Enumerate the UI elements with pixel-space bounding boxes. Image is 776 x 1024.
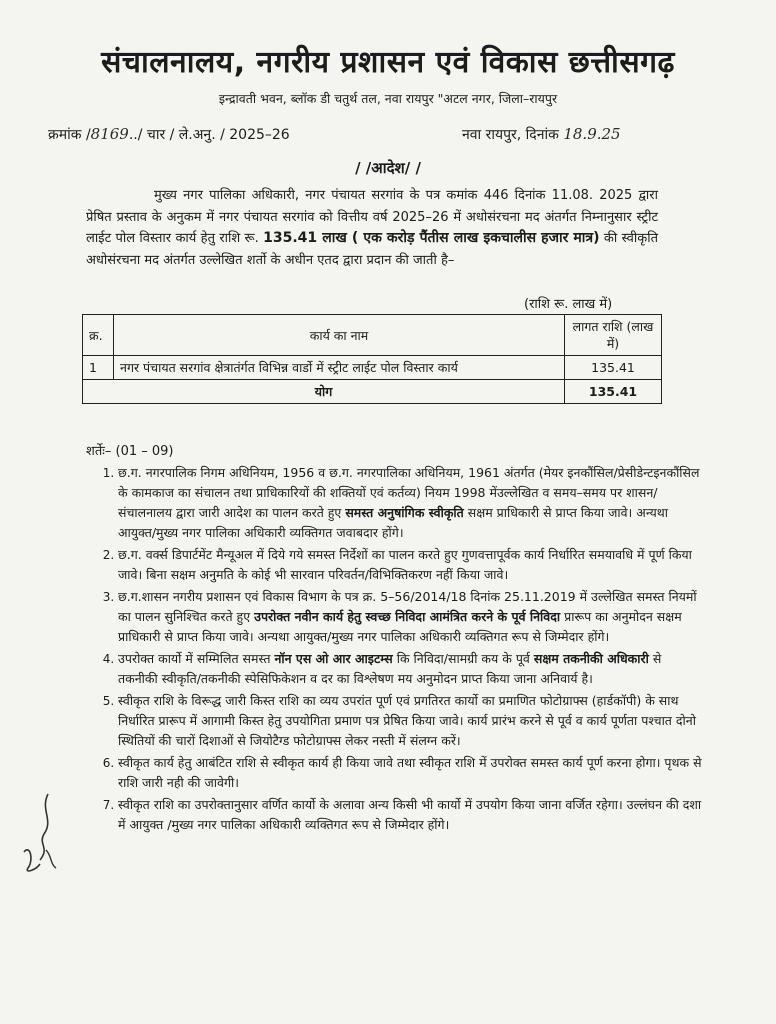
condition-3 [118,587,702,647]
condition-1-text-b: सक्षम प्राधिकारी से प्राप्त किया जावे। अन्यथा आयुक्त/मुख्य नगर पालिका अधिकारी व्यक्तिगत जवाबदार होंगे। [118,505,668,540]
work-table [82,314,662,404]
condition-4-text-b: कि निविदा/सामग्री कय के पूर्व [396,651,530,666]
condition-3-bold: उपरोक्त नवीन कार्य हेतु स्वच्छ निविदा आमंत्रित करने के पूर्व निविदा [254,609,561,624]
reference-suffix: ../ चार / ले.अनु. / 2025–26 [128,127,290,143]
condition-4-bold-1: नॉन एस ओ आर आइटम्स [274,651,393,666]
date-label: नवा रायपुर, दिनांक [462,127,559,143]
handwritten-signature [10,790,70,880]
condition-2: 2. छ.ग. वर्क्स डिपार्टमेंट मैन्यूअल में दिये गये समस्त निर्देशों का पालन करते हुए गुणवत्तापूर्वक कार्य निर्धारित समयावधि में पूर्ण किया जावे। बिना सक्षम अनुमति के कोई भी सारवान परिवर्तन/विभिक्तिकरण नहीं किया जावे। [118,545,702,585]
condition-4-bold-2: सक्षम तकनीकी अधिकारी [533,651,649,666]
total-value: 135.41 [565,380,662,404]
date-handwritten: 18.9.25 [563,125,621,143]
condition-1-bold: समस्त अनुषांगिक स्वीकृति [345,505,464,520]
order-date [462,125,621,144]
condition-3-text-b: प्रारूप का अनुमोदन सक्षम प्राधिकारी से प्राप्त किया जावे। अन्यथा आयुक्त/मुख्य नगर पालिका अधिकारी व्यक्तिगत रूप से जिम्मेदार होंगे। [118,609,682,644]
condition-6: 6. स्वीकृत कार्य हेतु आबंटित राशि से स्वीकृत कार्य ही किया जावे तथा स्वीकृत राशि में उपरोक्त समस्त कार्य पूर्ण करना होगा। पृथक से राशि जारी नही की जावेगी। [118,753,702,793]
conditions-list [82,463,702,837]
header-cost: लागत राशि (लाख में) [565,315,662,356]
table-header-row [83,315,662,356]
condition-4-text-a: उपरोक्त कार्यो में सम्मिलित समस्त [118,651,271,666]
condition-1-text-a: छ.ग. नगरपालिक निगम अधिनियम, 1956 व छ.ग. नगरपालिका अधिनियम, 1961 अंतर्गत (मेयर इनकौंसिल/प्रेसीडेन्टइनकौंसिल के कामकाज का संचालन तथा प्राधिकारियों की शक्तियों एवं कर्तव्य) नियम 1998 मेंउल्लेखित व समय–समय पर शासन/संचालनालय द्वारा जारी आदेश का पालन करते हुए [118,465,700,520]
amount-unit-note: (राशि रू. लाख में) [524,297,613,312]
reference-prefix: क्रमांक / [48,127,91,143]
condition-3-text-a: छ.ग.शासन नगरीय प्रशासन एवं विकास विभाग के पत्र क्र. 5–56/2014/18 दिनांक 25.11.2019 में उल्लेखित समस्त नियमों का पालन सुनिश्चित करते हुए [118,589,697,624]
reference-number [48,125,290,144]
intro-paragraph [86,185,658,271]
department-address: इन्द्रावती भवन, ब्लॉक डी चतुर्थ तल, नवा रायपुर "अटल नगर, जिला–रायपुर [218,91,558,106]
terms-heading: शर्तेः– (01 – 09) [86,444,174,459]
condition-1 [118,463,702,543]
table-row [83,356,662,380]
condition-5: 5. स्वीकृत राशि के विरूद्ध जारी किस्त राशि का व्यय उपरांत पूर्ण एवं प्रगतिरत कार्यो का प्रमाणित फोटोग्राफ्स (हार्डकॉपी) के साथ निर्धारित प्रारूप में आगामी किस्त हेतु उपयोगिता प्रमाण पत्र प्रेषित किया जावे। कार्य प्रारंभ करने से पूर्व व कार्य पूर्णता पश्चात दोनो स्थितियों की चारों दिशाओं से जियोटैग्ड फोटोग्राफ्स लेकर नस्ती में संलग्न करें। [118,691,702,751]
intro-text-2: की स्वीकृति अधोसंरचना मद अंतर्गत उल्लेखित शर्तो के अधीन एतद द्वारा प्रदान की जाती है– [86,231,658,268]
condition-7: 7. स्वीकृत राशि का उपरोक्तानुसार वर्णित कार्यो के अलावा अन्य किसी भी कार्यो में उपयोग किया जाना वर्जित रहेगा। उल्लंघन की दशा में आयुक्त /मुख्य नगर पालिका अधिकारी व्यक्तिगत रूप से जिम्मेदार होंगे। [118,795,702,835]
order-heading: / /आदेश/ / [355,159,421,177]
row-cost: 135.41 [565,356,662,380]
header-sno: क्र. [83,315,114,356]
header-work-name: कार्य का नाम [114,315,565,356]
intro-amount: 135.41 लाख ( एक करोड़ पैंतीस लाख इकचालीस हजार मात्र) [263,230,600,246]
reference-handwritten-number: 8169 [90,125,129,143]
intro-text-1: मुख्य नगर पालिका अधिकारी, नगर पंचायत सरगांव के पत्र कमांक 446 दिनांक 11.08. 2025 द्वारा प्रेषित प्रस्ताव के अनुकम में नगर पंचायत सरगांव को वित्तीय वर्ष 2025–26 में अधोसंरचना मद अंतर्गत निम्नानुसार स्ट्रीट लाईट पोल विस्तार कार्य हेतु राशि रू. [86,188,658,246]
condition-4 [118,649,702,689]
total-label: योग [83,380,565,404]
department-title: संचालनालय, नगरीय प्रशासन एवं विकास छत्तीसगढ़ [101,45,675,80]
table-total-row [83,380,662,404]
condition-4-text-c: से तकनीकी स्वीकृति/तकनीकी स्पेसिफिकेशन व दर का विश्लेषण मय अनुमोदन प्राप्त किया जाना अनिवार्य है। [118,651,662,686]
row-sno: 1 [83,356,114,380]
row-work-name: नगर पंचायत सरगांव क्षेत्रातंर्गत विभिन्न वार्डो में स्ट्रीट लाईट पोल विस्तार कार्य [114,356,565,380]
